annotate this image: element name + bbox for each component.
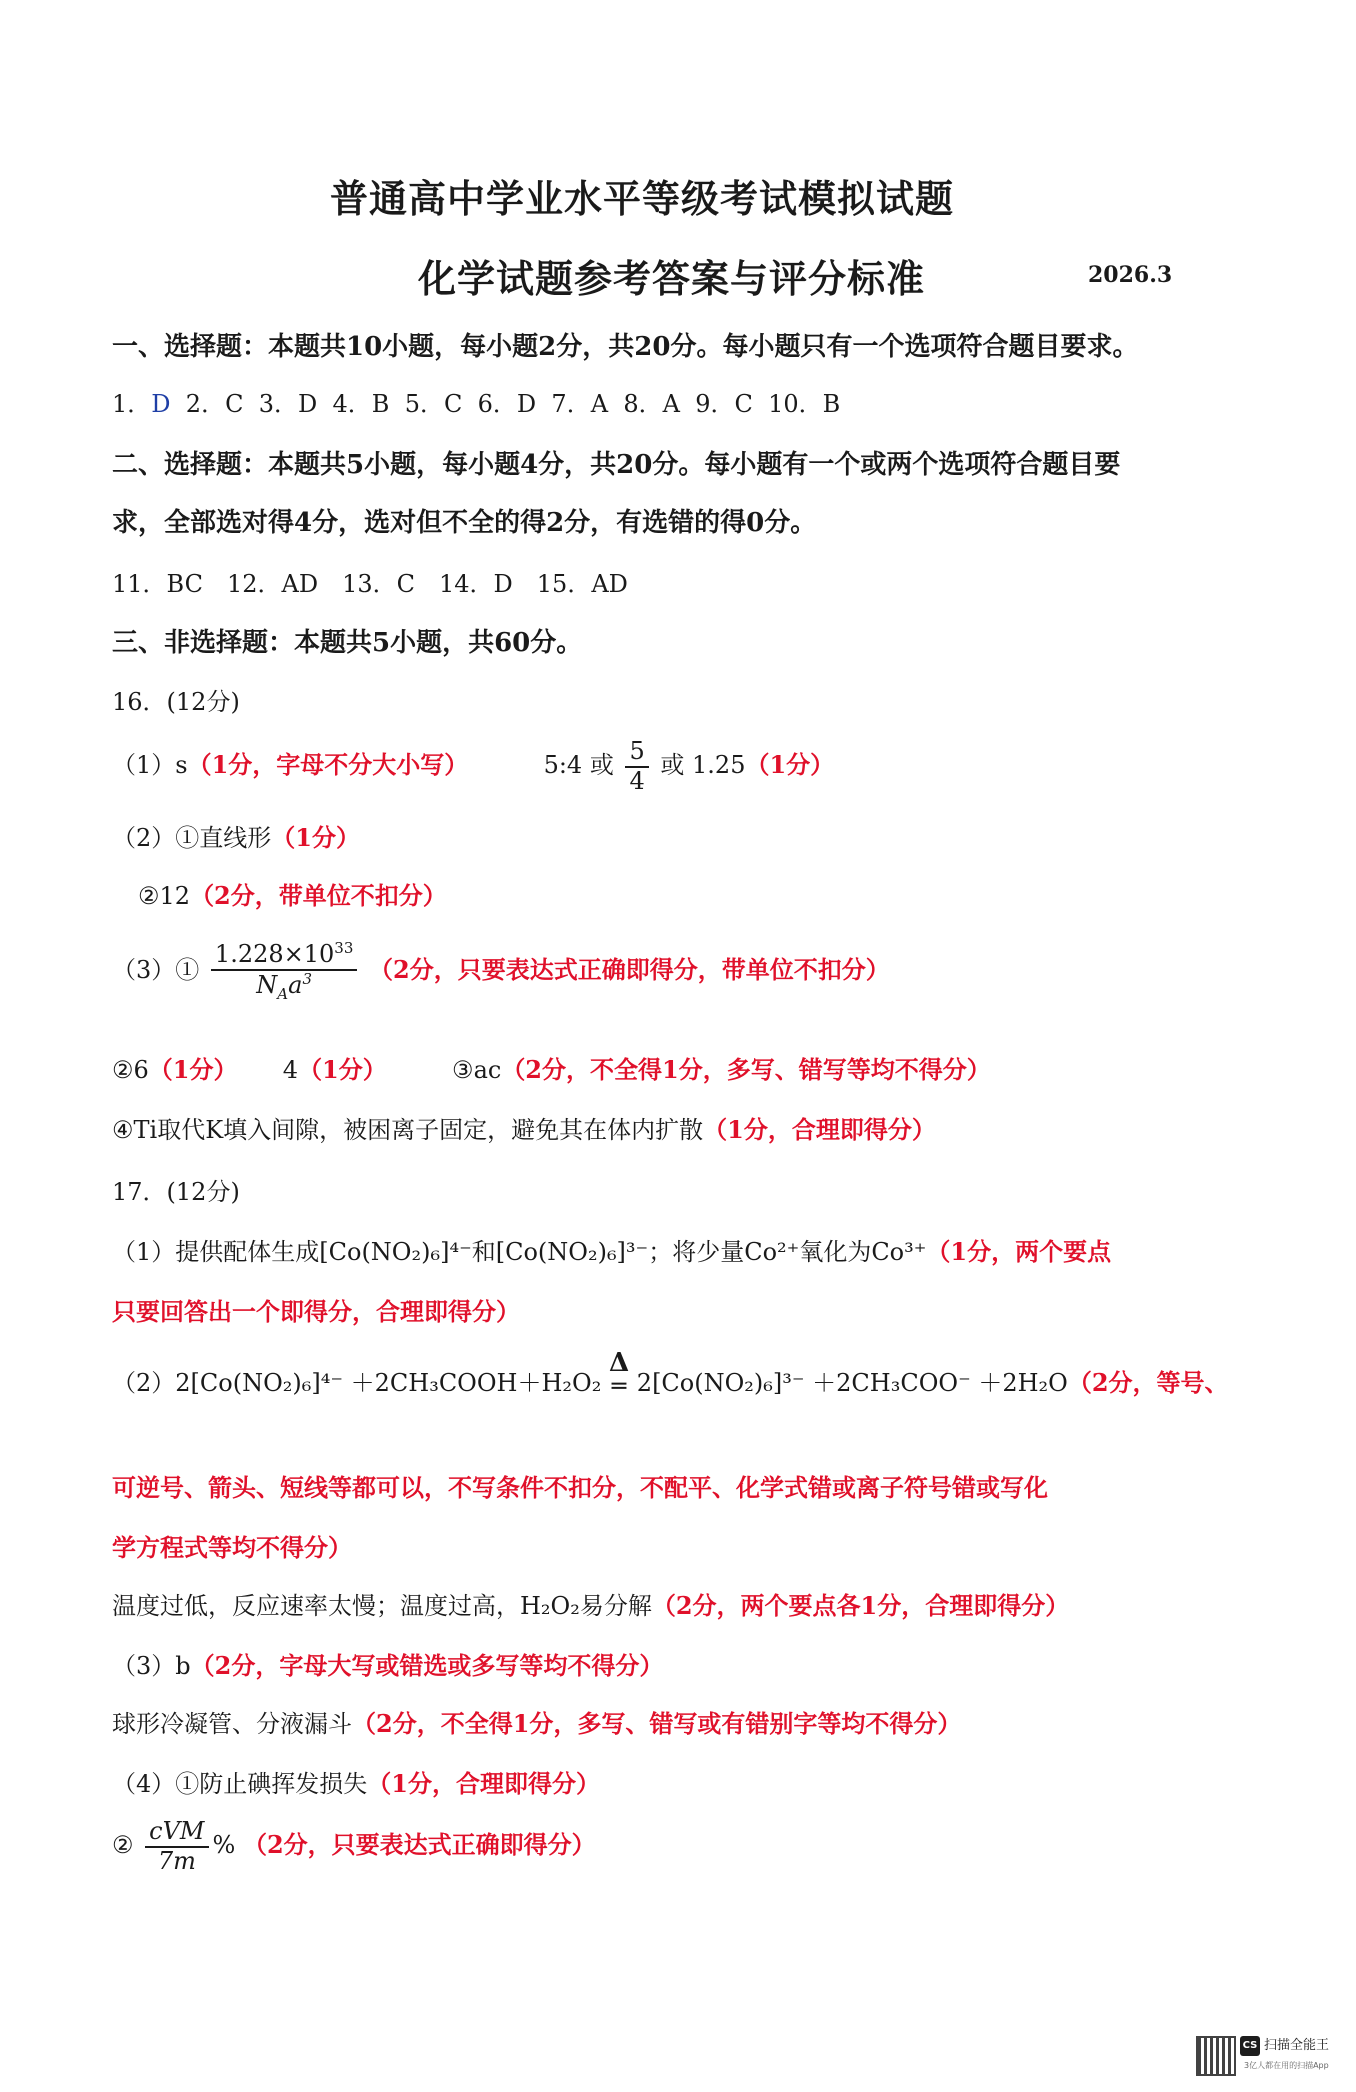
part2-heading-line2: 求，全部选对得4分，选对但不全的得2分，有选错的得0分。 — [112, 508, 817, 538]
q16-part1: （1）s（1分，字母不分大小写） 5:4 或 $\frac{5}{4}$ 或 1.25（1分） — [112, 737, 835, 795]
q17-part2b: 温度过低，反应速率太慢；温度过高，H₂O₂易分解（2分，两个要点各1分，合理即得分） — [112, 1591, 1070, 1620]
q16-part3c: ④Ti取代K填入间隙，被困离子固定，避免其在体内扩散（1分，合理即得分） — [112, 1115, 936, 1144]
answer-item: 5．C — [404, 390, 463, 418]
answer-item: 1．D — [112, 390, 171, 418]
answer-item: 9．C — [695, 390, 753, 418]
q17-part3a: （3）b（2分，字母大写或错选或多写等均不得分） — [112, 1651, 664, 1680]
part2-answers: 11．BC 12．AD 13．C 14．D 15．AD — [112, 570, 628, 598]
q16-title: 16．(12分) — [112, 688, 240, 716]
answer-item: 6．D — [477, 390, 537, 418]
q17-part3b: 球形冷凝管、分液漏斗（2分，不全得1分，多写、错写或有错别字等均不得分） — [112, 1709, 962, 1738]
answer-item: 10．B — [768, 390, 841, 418]
heating-equals-sign: Δ ═ — [608, 1348, 630, 1400]
answer-key-title: 化学试题参考答案与评分标准 — [418, 256, 926, 301]
q16-part3b: ②6（1分） 4（1分） ③ac（2分，不全得1分，多写、错写等均不得分） — [112, 1055, 991, 1084]
exam-date: 2026.3 — [1088, 262, 1173, 288]
q17-title: 17．(12分) — [112, 1178, 240, 1206]
answer-item: 4．B — [332, 390, 390, 418]
camscanner-brand: 扫描全能王 — [1264, 2038, 1330, 2053]
part1-answers — [112, 384, 840, 419]
answer-item: 3．D — [258, 390, 318, 418]
qr-code-icon — [1196, 2036, 1236, 2076]
fraction-5-4: $\frac{5}{4}$ — [625, 738, 648, 795]
q17-part1-note: 只要回答出一个即得分，合理即得分） — [112, 1297, 520, 1326]
part2-heading-line1: 二、选择题：本题共5小题，每小题4分，共20分。每小题有一个或两个选项符合题目要 — [112, 450, 1121, 480]
q17-equation: （2）2[Co(NO₂)₆]⁴⁻ ＋2CH₃COOH＋H₂O₂ Δ ═ 2[Co(NO₂)₆]³⁻ ＋2CH₃COO⁻ ＋2H₂O（2分，等号、 — [112, 1348, 1229, 1400]
q17-equation-note-line2: 可逆号、箭头、短线等都可以，不写条件不扣分，不配平、化学式错或离子符号错或写化 — [112, 1473, 1048, 1502]
density-formula: $\frac{1.228\times 10^{33}}{N_Aa^3}$ — [211, 940, 357, 1003]
q16-part3a: （3）① $\frac{1.228\times 10^{33}}{N_Aa^3}$ （2分，只要表达式正确即得分，带单位不扣分） — [112, 939, 890, 1003]
part1-heading: 一、选择题：本题共10小题，每小题2分，共20分。每小题只有一个选项符合题目要求。 — [112, 332, 1139, 362]
q17-equation-note-line3: 学方程式等均不得分） — [112, 1533, 352, 1562]
part3-heading: 三、非选择题：本题共5小题，共60分。 — [112, 628, 583, 658]
answer-item: 7．A — [551, 390, 609, 418]
camscanner-logo: CS — [1240, 2036, 1260, 2056]
q17-part4a: （4）①防止碘挥发损失（1分，合理即得分） — [112, 1769, 600, 1798]
answer-item: 8．A — [623, 390, 680, 418]
purity-formula: $\frac{\text{cVM}}{7m}$ — [145, 1818, 208, 1875]
q16-part2a: （2）①直线形（1分） — [112, 823, 360, 852]
camscanner-tagline: 3亿人都在用的扫描App — [1244, 2061, 1329, 2070]
q17-part1: （1）提供配体生成[Co(NO₂)₆]⁴⁻和[Co(NO₂)₆]³⁻；将少量Co²⁺氧化为Co³⁺（1分，两个要点 — [112, 1237, 1112, 1266]
answer-item: 2．C — [185, 390, 244, 418]
exam-title: 普通高中学业水平等级考试模拟试题 — [330, 176, 955, 221]
q17-part4b: ② $\frac{\text{cVM}}{7m}$ % （2分，只要表达式正确即得分） — [112, 1817, 596, 1875]
q16-part2b: ②12（2分，带单位不扣分） — [138, 881, 447, 910]
